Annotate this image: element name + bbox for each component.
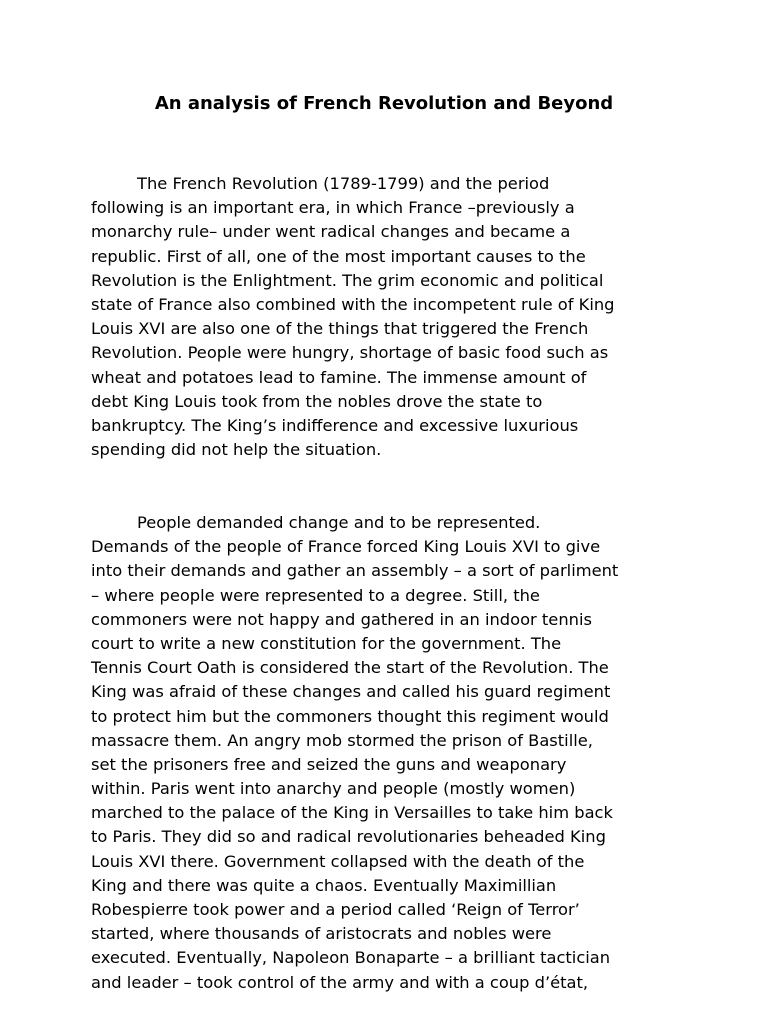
paragraph-line: debt King Louis took from the nobles drove the state to (91, 391, 543, 411)
paragraph-2 (91, 511, 691, 995)
paragraph-line: court to write a new constitution for the government. The (91, 633, 562, 653)
paragraph-line: state of France also combined with the incompetent rule of King (91, 294, 615, 314)
paragraph-line: Revolution is the Enlightment. The grim economic and political (91, 270, 604, 290)
paragraph-line: Tennis Court Oath is considered the start of the Revolution. The (91, 658, 609, 678)
paragraph-1 (91, 172, 691, 462)
paragraph-line: into their demands and gather an assembly – a sort of parliment (91, 561, 619, 581)
paragraph-line: following is an important era, in which France –previously a (91, 198, 575, 218)
paragraph-line: to protect him but the commoners thought this regiment would (91, 706, 609, 726)
paragraph-line: People demanded change and to be represented. (137, 513, 541, 532)
paragraph-line: Demands of the people of France forced King Louis XVI to give (91, 537, 601, 557)
paragraph-line: massacre them. An angry mob stormed the prison of Bastille, (91, 730, 593, 750)
paragraph-line: set the prisoners free and seized the guns and weaponary (91, 754, 567, 774)
paragraph-line: marched to the palace of the King in Versailles to take him back (91, 803, 613, 823)
paragraph-line: Louis XVI there. Government collapsed with the death of the (91, 851, 585, 871)
paragraph-line: King and there was quite a chaos. Eventually Maximillian (91, 875, 557, 895)
paragraph-line: bankruptcy. The King’s indifference and excessive luxurious (91, 415, 579, 435)
paragraph-line: Louis XVI are also one of the things that triggered the French (91, 319, 589, 339)
paragraph-line: and leader – took control of the army and with a coup d’état, (91, 972, 589, 992)
paragraph-line: The French Revolution (1789-1799) and the period (137, 174, 550, 193)
paragraph-line: Robespierre took power and a period called ‘Reign of Terror’ (91, 900, 580, 919)
paragraph-line: – where people were represented to a degree. Still, the (91, 585, 540, 605)
paragraph-line: wheat and potatoes lead to famine. The immense amount of (91, 367, 587, 387)
paragraph-line: to Paris. They did so and radical revolutionaries beheaded King (91, 827, 606, 847)
paragraph-line: within. Paris went into anarchy and people (mostly women) (91, 779, 576, 799)
paragraph-line: commoners were not happy and gathered in an indoor tennis (91, 609, 592, 629)
document-title: An analysis of French Revolution and Beyond (154, 93, 614, 114)
paragraph-line: executed. Eventually, Napoleon Bonaparte – a brilliant tactician (91, 948, 611, 968)
paragraph-line: Revolution. People were hungry, shortage of basic food such as (91, 343, 609, 363)
paragraph-line: King was afraid of these changes and called his guard regiment (91, 682, 611, 702)
paragraph-line: monarchy rule– under went radical changes and became a (91, 222, 571, 242)
paragraph-line: started, where thousands of aristocrats and nobles were (91, 924, 552, 944)
paragraph-line: republic. First of all, one of the most important causes to the (91, 246, 586, 266)
paragraph-line: spending did not help the situation. (91, 440, 382, 460)
